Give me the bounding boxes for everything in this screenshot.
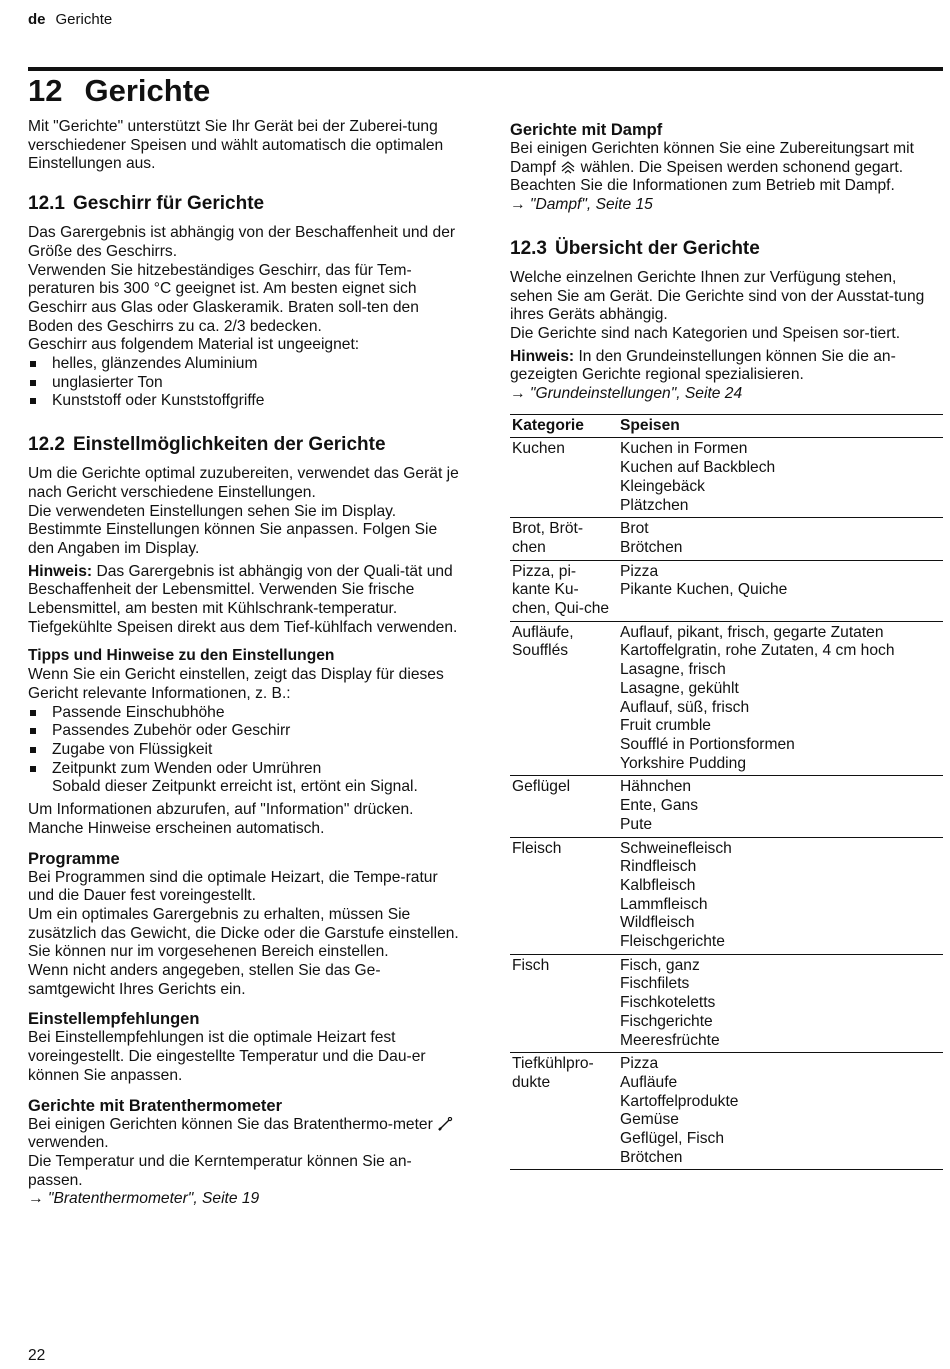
dish-item: Pute <box>620 815 653 833</box>
category-cell: Tiefkühlpro-dukte <box>512 1055 594 1091</box>
list-item: helles, glänzendes Aluminium <box>28 355 460 374</box>
list-item-text: Zeitpunkt zum Wenden oder Umrühren <box>52 759 322 777</box>
chapter-title <box>28 72 210 110</box>
dishes-table-body <box>510 438 943 1170</box>
dish-item: Kuchen auf Backblech <box>620 459 776 477</box>
chapter-title-text: Gerichte <box>84 73 211 108</box>
dishes-cell <box>618 560 943 621</box>
text-span: wählen. Die Speisen werden schonend gegart. <box>576 158 904 176</box>
list-item <box>28 760 460 797</box>
s2-note <box>28 563 460 638</box>
dish-item: Brötchen <box>620 538 683 556</box>
dish-item: Fischgerichte <box>620 1012 713 1030</box>
s3-paragraph-1: Welche einzelnen Gerichte Ihnen zur Verfügung stehen, sehen Sie am Gerät. Die Gerichte sind von der Ausstat-tung ihres Geräts abhängig. <box>510 268 925 324</box>
dish-item: Rindfleisch <box>620 858 697 876</box>
dish-item: Plätzchen <box>620 496 689 514</box>
programme-paragraph-1: Bei Programmen sind die optimale Heizart, die Tempe-ratur und die Dauer fest voreingestellt. <box>28 868 438 905</box>
dish-item: Kartoffelprodukte <box>620 1092 739 1110</box>
right-column <box>510 118 943 1170</box>
dish-item: Pizza <box>620 562 659 580</box>
page-number: 22 <box>28 1347 46 1364</box>
note-text: In den Grundeinstellungen können Sie die an-gezeigten Gerichte regional spezialisieren. <box>510 347 896 384</box>
dish-item: Auflauf, süß, frisch <box>620 698 750 716</box>
category-cell: Pizza, pi-kante Ku-chen, Qui-che <box>512 562 610 618</box>
section-12-1-heading <box>28 192 460 216</box>
thermometer-xref[interactable]: → "Bratenthermometer", Seite 19 <box>28 1190 260 1208</box>
table-row <box>510 560 943 621</box>
dish-item: Pikante Kuchen, Quiche <box>620 581 788 599</box>
dish-item: Fisch, ganz <box>620 956 700 974</box>
text-span: verwenden. <box>28 1134 109 1152</box>
running-header-section: Gerichte <box>55 11 113 28</box>
note-text: Das Garergebnis ist abhängig von der Quali-tät und Beschaffenheit der Lebensmittel. Verwenden Sie frische Lebensmittel, am besten mit Kühlschrank-temperatur. Tiefgekühlte Speisen direkt aus dem Tief-kühlfach verwenden. <box>28 562 458 636</box>
dish-item: Lammfleisch <box>620 895 708 913</box>
note-label: Hinweis: <box>510 347 575 365</box>
table-row <box>510 621 943 776</box>
programme-paragraph-3: Wenn nicht anders angegeben, stellen Sie das Ge-samtgewicht Ihres Gerichts ein. <box>28 962 381 998</box>
list-item: Passende Einschubhöhe <box>28 704 460 723</box>
meat-probe-icon <box>437 1117 453 1131</box>
empfehlungen-heading: Einstellempfehlungen <box>28 1010 200 1029</box>
thermometer-paragraph-1 <box>28 1116 460 1153</box>
dish-item: Geflügel, Fisch <box>620 1130 725 1148</box>
dish-item: Fischfilets <box>620 975 690 993</box>
dish-item: Kuchen in Formen <box>620 440 748 458</box>
column-header-kategorie: Kategorie <box>512 416 584 434</box>
s2-paragraph-1: Um die Gerichte optimal zuzubereiten, verwendet das Gerät je nach Gericht verschiedene Einstellungen. <box>28 465 459 501</box>
dish-item: Ente, Gans <box>620 797 699 815</box>
dish-item: Kalbfleisch <box>620 876 696 894</box>
dishes-cell <box>618 1053 943 1170</box>
note-label: Hinweis: <box>28 562 93 580</box>
category-cell: Aufläufe, Soufflés <box>512 623 574 660</box>
list-item: Passendes Zubehör oder Geschirr <box>28 722 460 741</box>
section-title: Geschirr für Gerichte <box>72 193 265 215</box>
dish-item: Kartoffelgratin, rohe Zutaten, 4 cm hoch <box>620 642 895 660</box>
dish-item: Lasagne, frisch <box>620 661 726 679</box>
list-item: Zugabe von Flüssigkeit <box>28 741 460 760</box>
dish-item: Wildfleisch <box>620 914 695 932</box>
section-number: 12.3 <box>510 237 547 259</box>
tips-intro: Wenn Sie ein Gericht einstellen, zeigt das Display für dieses Gericht relevante Informationen, z. B.: <box>28 666 444 702</box>
dish-item: Aufläufe <box>620 1073 678 1091</box>
category-cell: Brot, Bröt-chen <box>512 520 584 556</box>
intro-paragraph: Mit "Gerichte" unterstützt Sie Ihr Gerät bei der Zuberei-tung verschiedener Speisen und wählt automatisch die optimalen Einstellungen aus. <box>28 118 444 173</box>
dish-item: Meeresfrüchte <box>620 1031 720 1049</box>
table-row <box>510 1053 943 1170</box>
tips-list <box>28 704 460 798</box>
chapter-number: 12 <box>28 73 63 108</box>
category-cell: Kuchen <box>512 440 565 458</box>
empfehlungen-paragraph: Bei Einstellempfehlungen ist die optimale Heizart fest voreingestellt. Die eingestellte Temperatur und die Dau-er können Sie anpassen. <box>28 1029 426 1084</box>
table-row <box>510 954 943 1053</box>
dishes-cell <box>618 621 943 776</box>
section-number: 12.2 <box>28 434 65 456</box>
dish-item: Lasagne, gekühlt <box>620 679 739 697</box>
s2-paragraph-2: Die verwendeten Einstellungen sehen Sie im Display. Bestimmte Einstellungen können Sie anpassen. Folgen Sie den Angaben im Display. <box>28 502 438 557</box>
programme-paragraph-2: Um ein optimales Garergebnis zu erhalten, müssen Sie zusätzlich das Gewicht, die Dicke oder die Garstufe einstellen. Sie können nur im vorgesehenen Bereich einstellen. <box>28 905 459 961</box>
running-header <box>28 10 112 30</box>
dish-item: Brot <box>620 520 649 538</box>
table-row <box>510 837 943 954</box>
s1-paragraph-2: Verwenden Sie hitzebeständiges Geschirr, das für Tem-peraturen bis 300 °C geeignet ist. Am besten eignet sich Geschirr aus Glas oder Glaskeramik. Braten soll-ten den Boden des Geschirrs zu ca. 2/3 bedecken. <box>28 261 419 335</box>
dampf-xref[interactable]: → "Dampf", Seite 15 <box>510 196 653 214</box>
dishes-cell <box>618 438 943 518</box>
section-title: Übersicht der Gerichte <box>554 237 760 259</box>
list-item: Kunststoff oder Kunststoffgriffe <box>28 392 460 411</box>
grundeinstellungen-xref[interactable]: → "Grundeinstellungen", Seite 24 <box>510 385 743 403</box>
s3-paragraph-2: Die Gerichte sind nach Kategorien und Speisen sor-tiert. <box>510 324 901 342</box>
tips-outro: Um Informationen abzurufen, auf "Information" drücken. Manche Hinweise erscheinen automatisch. <box>28 801 414 837</box>
dish-item: Fischkoteletts <box>620 994 716 1012</box>
section-number: 12.1 <box>28 193 65 215</box>
dishes-cell <box>618 518 943 560</box>
column-header-speisen: Speisen <box>620 416 680 434</box>
dishes-table <box>510 414 943 1171</box>
dish-item: Schweinefleisch <box>620 839 732 857</box>
s1-paragraph-3: Geschirr aus folgendem Material ist ungeeignet: <box>28 336 360 354</box>
dish-item: Pizza <box>620 1055 659 1073</box>
s1-paragraph-1: Das Garergebnis ist abhängig von der Beschaffenheit und der Größe des Geschirrs. <box>28 224 456 260</box>
steam-icon <box>560 160 576 174</box>
header-rule <box>28 67 943 71</box>
table-row <box>510 776 943 837</box>
dish-item: Soufflé in Portionsformen <box>620 735 795 753</box>
thermometer-paragraph-2: Die Temperatur und die Kerntemperatur können Sie an-passen. <box>28 1152 412 1189</box>
section-12-3-heading <box>510 237 943 261</box>
language-code: de <box>28 11 46 28</box>
s3-note <box>510 348 943 385</box>
table-row <box>510 518 943 560</box>
text-span: Bei einigen Gerichten können Sie das Bratenthermo-meter <box>28 1115 438 1133</box>
table-header-row <box>510 414 943 438</box>
text-span: Bei einigen Gerichten können Sie eine Zubereitungsart mit Dampf <box>510 140 914 176</box>
section-title: Einstellmöglichkeiten der Gerichte <box>72 434 386 456</box>
left-column <box>28 118 460 1209</box>
dish-item: Gemüse <box>620 1111 679 1129</box>
category-cell: Fisch <box>512 956 550 974</box>
dish-item: Brötchen <box>620 1148 683 1166</box>
unsuitable-material-list <box>28 355 460 411</box>
section-12-2-heading <box>28 433 460 457</box>
dishes-cell <box>618 954 943 1053</box>
dish-item: Auflauf, pikant, frisch, gegarte Zutaten <box>620 623 884 641</box>
programme-heading: Programme <box>28 849 120 868</box>
dishes-cell <box>618 837 943 954</box>
tips-heading: Tipps und Hinweise zu den Einstellungen <box>28 647 335 665</box>
category-cell: Geflügel <box>512 778 571 796</box>
list-item-subtext: Sobald dieser Zeitpunkt erreicht ist, ertönt ein Signal. <box>52 778 418 796</box>
category-cell: Fleisch <box>512 839 562 857</box>
list-item: unglasierter Ton <box>28 374 460 393</box>
dish-item: Yorkshire Pudding <box>620 754 746 772</box>
thermometer-heading: Gerichte mit Bratenthermometer <box>28 1096 282 1115</box>
dampf-paragraph-1 <box>510 140 943 177</box>
table-row <box>510 438 943 518</box>
dampf-paragraph-2: Beachten Sie die Informationen zum Betrieb mit Dampf. <box>510 177 895 195</box>
dish-item: Fruit crumble <box>620 717 711 735</box>
dish-item: Kleingebäck <box>620 477 705 495</box>
dampf-heading: Gerichte mit Dampf <box>510 121 663 139</box>
dish-item: Hähnchen <box>620 778 692 796</box>
dishes-cell <box>618 776 943 837</box>
dish-item: Fleischgerichte <box>620 933 725 951</box>
